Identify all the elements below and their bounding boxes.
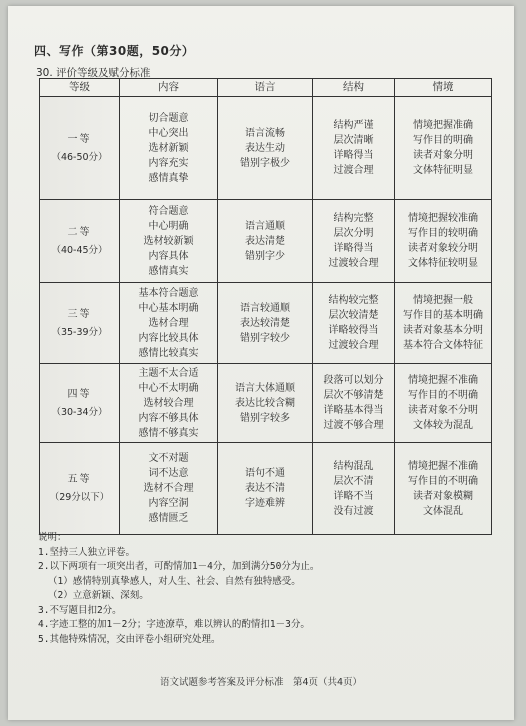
criterion-line: 内容空洞: [148, 498, 189, 509]
criterion-line: 中心不太明确: [138, 382, 199, 394]
criterion-line: 主题不太合适: [138, 367, 199, 379]
criterion-line: 语言通顺: [245, 220, 285, 232]
structure-cell: [313, 364, 395, 443]
criterion-line: 表达较清楚: [240, 317, 290, 329]
criterion-line: 情境把握准确: [413, 120, 473, 131]
context-cell: [395, 443, 492, 535]
criterion-line: 内容具体: [148, 250, 189, 262]
context-cell: [395, 97, 492, 200]
structure-cell: [313, 97, 395, 200]
criterion-line: 错别字较少: [240, 332, 290, 344]
level-cell: [40, 283, 120, 364]
level-range: （46-50分）: [51, 151, 108, 163]
language-cell: [218, 97, 313, 200]
criterion-line: 写作目的不明确: [408, 390, 478, 401]
criterion-line: 符合题意: [148, 205, 189, 217]
language-cell: [218, 364, 313, 443]
criterion-line: 详略得当: [333, 243, 374, 254]
criterion-line: 层次分明: [333, 228, 374, 239]
criterion-line: 层次不够清楚: [323, 390, 384, 401]
criterion-line: 过渡较合理: [328, 258, 379, 269]
content-cell: [120, 200, 218, 283]
criterion-line: 文体特征较明显: [408, 258, 478, 269]
note-item: 5.其他特殊情况，交由评卷小组研究处理。: [38, 633, 221, 645]
note-item: 3.不写题目扣2分。: [38, 604, 122, 616]
level-range: （30-34分）: [51, 406, 108, 418]
criterion-line: 过渡不够合理: [323, 420, 384, 431]
criterion-line: 中心基本明确: [138, 302, 199, 314]
criterion-line: 内容充实: [148, 157, 189, 169]
level-cell: [40, 97, 120, 200]
header-level: 等级: [40, 79, 120, 97]
criterion-line: 层次清晰: [333, 135, 374, 146]
level-name: 四等: [67, 388, 92, 400]
criterion-line: 段落可以划分: [323, 375, 384, 386]
note-item: （1）感情特别真挚感人，对人生、社会、自然有独特感受。: [48, 575, 301, 587]
criterion-line: 没有过渡: [333, 505, 374, 517]
criterion-line: 表达清楚: [245, 235, 285, 247]
criterion-line: 写作目的基本明确: [403, 310, 483, 321]
criterion-line: 基本符合文体特征: [403, 340, 483, 351]
criterion-line: 感情真实: [148, 265, 189, 277]
criterion-line: 基本符合题意: [138, 287, 199, 299]
structure-cell: [313, 283, 395, 364]
criterion-line: 词不达意: [148, 468, 189, 479]
criterion-line: 错别字极少: [240, 157, 290, 169]
header-language: 语言: [218, 79, 313, 97]
criterion-line: 感情真挚: [148, 172, 189, 184]
content-cell: [120, 443, 218, 535]
criterion-line: 写作目的较明确: [408, 228, 478, 239]
note-item: 1.坚持三人独立评卷。: [38, 546, 135, 558]
context-cell: [395, 364, 492, 443]
criterion-line: 过渡较合理: [328, 340, 379, 351]
criterion-line: 情境把握一般: [413, 295, 473, 306]
criterion-line: 表达生动: [245, 142, 285, 154]
criterion-line: 写作目的明确: [413, 135, 473, 146]
criterion-line: 详略得当: [333, 150, 374, 161]
criterion-line: 写作目的不明确: [408, 475, 478, 487]
criterion-line: 层次不清: [333, 475, 374, 487]
table-row: [40, 443, 492, 535]
criterion-line: 表达比较含糊: [235, 397, 295, 409]
criterion-line: 错别字少: [245, 250, 285, 262]
table-row: [40, 200, 492, 283]
notes-section: [38, 531, 319, 647]
note-item: 4.字迹工整的加1－2分；字迹潦草，难以辨认的酌情扣1－3分。: [38, 619, 310, 630]
criterion-line: 感情不够真实: [138, 427, 199, 439]
language-cell: [218, 443, 313, 535]
criterion-line: 文体较为混乱: [413, 420, 473, 431]
criterion-line: 文体特征明显: [413, 165, 473, 176]
criterion-line: 读者对象基本分明: [403, 325, 483, 336]
criterion-line: 感情匮乏: [148, 513, 189, 524]
level-cell: [40, 443, 120, 535]
criterion-line: 选材较新颖: [143, 235, 194, 247]
table-row: [40, 364, 492, 443]
criterion-line: 字迹难辨: [245, 498, 285, 509]
criterion-line: 中心突出: [148, 127, 189, 139]
note-item: （2）立意新颖、深刻。: [48, 590, 149, 601]
level-name: 一等: [67, 133, 92, 145]
context-cell: [395, 283, 492, 364]
level-range: （29分以下）: [49, 492, 110, 503]
note-item: 2.以下两项有一项突出者，可酌情加1－4分，加到满分50分为止。: [38, 561, 320, 572]
notes-heading: 说明：: [38, 532, 67, 543]
content-cell: [120, 364, 218, 443]
criterion-line: 结构严谨: [333, 120, 374, 131]
criterion-line: 详略不当: [333, 490, 374, 502]
level-name: 三等: [67, 308, 92, 320]
criterion-line: 语言大体通顺: [235, 382, 295, 394]
criterion-line: 详略基本得当: [323, 405, 384, 416]
criterion-line: 语句不通: [245, 468, 285, 479]
content-cell: [120, 97, 218, 200]
context-cell: [395, 200, 492, 283]
content-cell: [120, 283, 218, 364]
exam-page: [8, 6, 514, 720]
criterion-line: 表达不清: [245, 483, 285, 494]
header-context: 情境: [395, 79, 492, 97]
criterion-line: 读者对象模糊: [413, 490, 473, 502]
criterion-line: 语言流畅: [245, 127, 285, 139]
structure-cell: [313, 443, 395, 535]
criterion-line: 层次较清楚: [328, 310, 379, 321]
table-header-row: [40, 79, 492, 97]
section-title: 四、写作（第30题，50分）: [34, 44, 195, 58]
level-cell: [40, 200, 120, 283]
criterion-line: 选材新颖: [148, 142, 189, 154]
criterion-line: 情境把握不准确: [408, 375, 478, 386]
grading-table: [39, 78, 492, 535]
criterion-line: 错别字较多: [240, 412, 290, 424]
criterion-line: 情境把握较准确: [408, 213, 478, 224]
level-range: （35-39分）: [51, 326, 108, 338]
sub-title: 30. 评价等级及赋分标准: [36, 67, 151, 79]
page-footer: 语文试题参考答案及评分标准 第4页（共4页）: [159, 677, 363, 688]
header-content: 内容: [120, 79, 218, 97]
criterion-line: 结构较完整: [328, 295, 379, 306]
criterion-line: 过渡合理: [333, 165, 374, 176]
table-row: [40, 283, 492, 364]
criterion-line: 切合题意: [148, 112, 189, 124]
criterion-line: 读者对象分明: [413, 150, 473, 161]
criterion-line: 情境把握不准确: [408, 460, 478, 472]
criterion-line: 语言较通顺: [240, 302, 290, 314]
criterion-line: 读者对象不分明: [408, 405, 478, 416]
criterion-line: 感情比较真实: [138, 347, 199, 359]
criterion-line: 选材合理: [148, 317, 189, 329]
criterion-line: 内容不够具体: [138, 412, 199, 424]
criterion-line: 结构完整: [333, 213, 374, 224]
language-cell: [218, 200, 313, 283]
criterion-line: 读者对象较分明: [408, 243, 478, 254]
criterion-line: 中心明确: [148, 220, 189, 232]
criterion-line: 选材不合理: [143, 483, 194, 494]
level-name: 二等: [67, 226, 92, 238]
level-name: 五等: [67, 474, 92, 485]
criterion-line: 内容比较具体: [138, 332, 199, 344]
criterion-line: 选材较合理: [143, 397, 194, 409]
structure-cell: [313, 200, 395, 283]
language-cell: [218, 283, 313, 364]
header-structure: 结构: [313, 79, 395, 97]
criterion-line: 文体混乱: [423, 505, 463, 517]
criterion-line: 文不对题: [148, 453, 189, 464]
level-range: （40-45分）: [51, 244, 108, 256]
criterion-line: 详略较得当: [328, 325, 379, 336]
criterion-line: 结构混乱: [333, 460, 374, 472]
level-cell: [40, 364, 120, 443]
table-row: [40, 97, 492, 200]
